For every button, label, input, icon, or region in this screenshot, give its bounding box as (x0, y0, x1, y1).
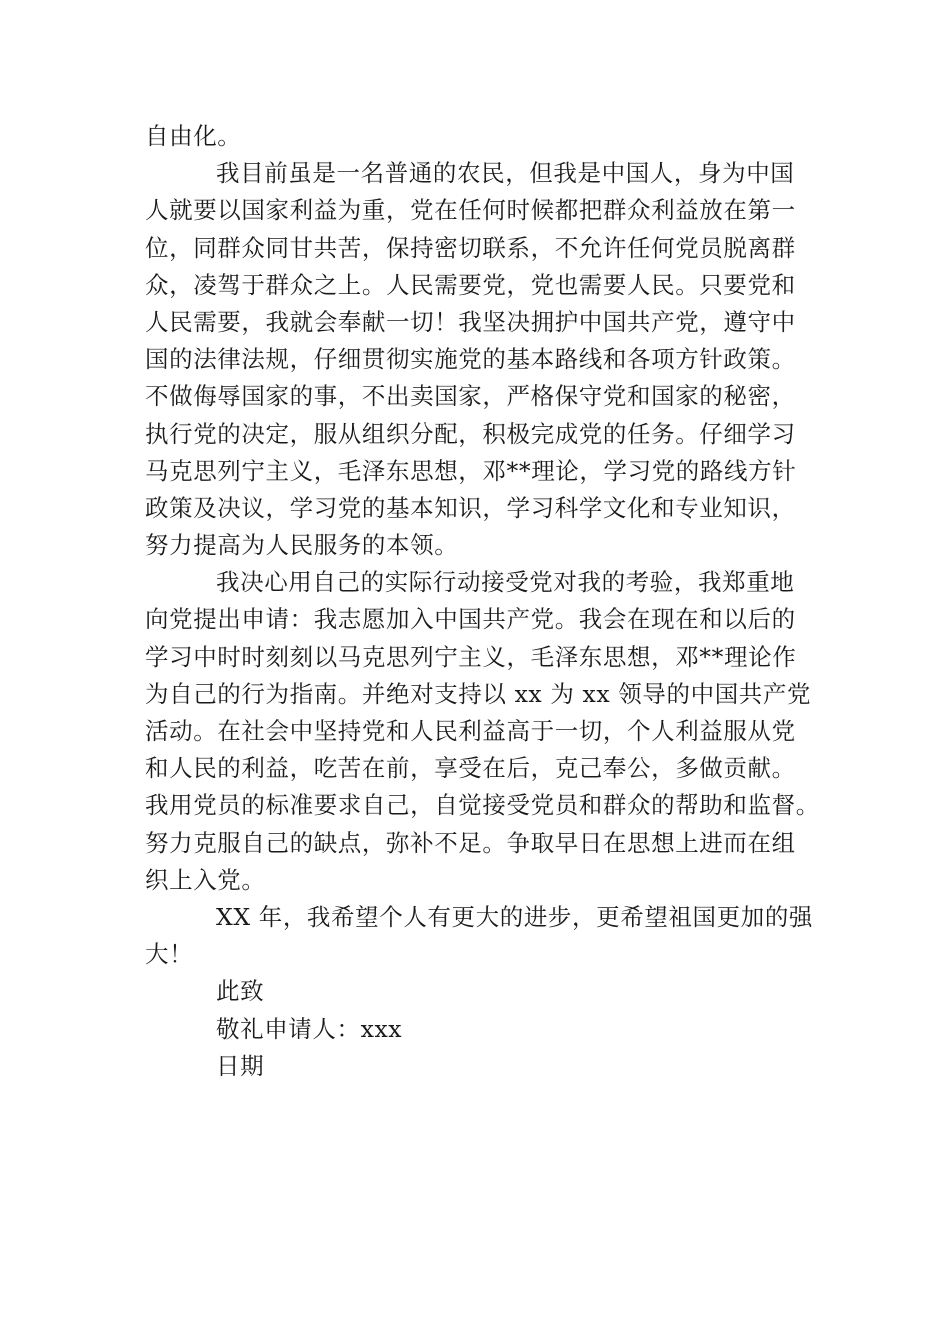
text-line: 位，同群众同甘共苦，保持密切联系，不允许任何党员脱离群 (145, 233, 796, 262)
text-line: 执行党的决定，服从组织分配，积极完成党的任务。仔细学习 (145, 419, 796, 448)
text-line: 人民需要，我就会奉献一切！我坚决拥护中国共产党，遵守中 (145, 307, 796, 336)
text-line: 努力克服自己的缺点，弥补不足。争取早日在思想上进而在组 (145, 828, 796, 857)
text-line: 马克思列宁主义，毛泽东思想，邓**理论，学习党的路线方针 (145, 456, 797, 485)
document-body (145, 118, 820, 1085)
paragraph-start-line: 我目前虽是一名普通的农民，但我是中国人，身为中国 (216, 159, 795, 188)
text-line: 我用党员的标准要求自己，自觉接受党员和群众的帮助和监督。 (145, 791, 820, 820)
text-line: 活动。在社会中坚持党和人民利益高于一切，个人利益服从党 (145, 717, 796, 745)
text-line: 织上入党。 (145, 865, 266, 894)
text-line: 国的法律法规，仔细贯彻实施党的基本路线和各项方针政策。 (145, 345, 796, 374)
text-line: 大！ (145, 940, 194, 969)
text-line: 政策及决议，学习党的基本知识，学习科学文化和专业知识， (145, 493, 796, 522)
text-line: 努力提高为人民服务的本领。 (145, 531, 459, 560)
text-line: 不做侮辱国家的事，不出卖国家，严格保守党和国家的秘密， (145, 382, 796, 411)
text-line: 为自己的行为指南。并绝对支持以 xx 为 xx 领导的中国共产党 (145, 679, 812, 708)
text-line: 和人民的利益，吃苦在前，享受在后，克己奉公，多做贡献。 (145, 754, 796, 783)
text-line: 自由化。 (145, 122, 242, 150)
paragraph-start-line: 我决心用自己的实际行动接受党对我的考验，我郑重地 (216, 568, 795, 597)
paragraph-start-line: XX 年，我希望个人有更大的进步，更希望祖国更加的强 (216, 902, 814, 931)
text-line: 向党提出申请：我志愿加入中国共产党。我会在现在和以后的 (145, 605, 796, 634)
closing-date: 日期 (216, 1051, 265, 1080)
text-line: 人就要以国家利益为重，党在任何时候都把群众利益放在第一 (145, 196, 796, 225)
text-line: 众，凌驾于群众之上。人民需要党，党也需要人民。只要党和 (145, 270, 796, 299)
closing-salutation: 此致 (216, 977, 265, 1006)
closing-signature: 敬礼申请人：xxx (216, 1014, 403, 1043)
text-line: 学习中时时刻刻以马克思列宁主义，毛泽东思想，邓**理论作 (145, 642, 797, 671)
